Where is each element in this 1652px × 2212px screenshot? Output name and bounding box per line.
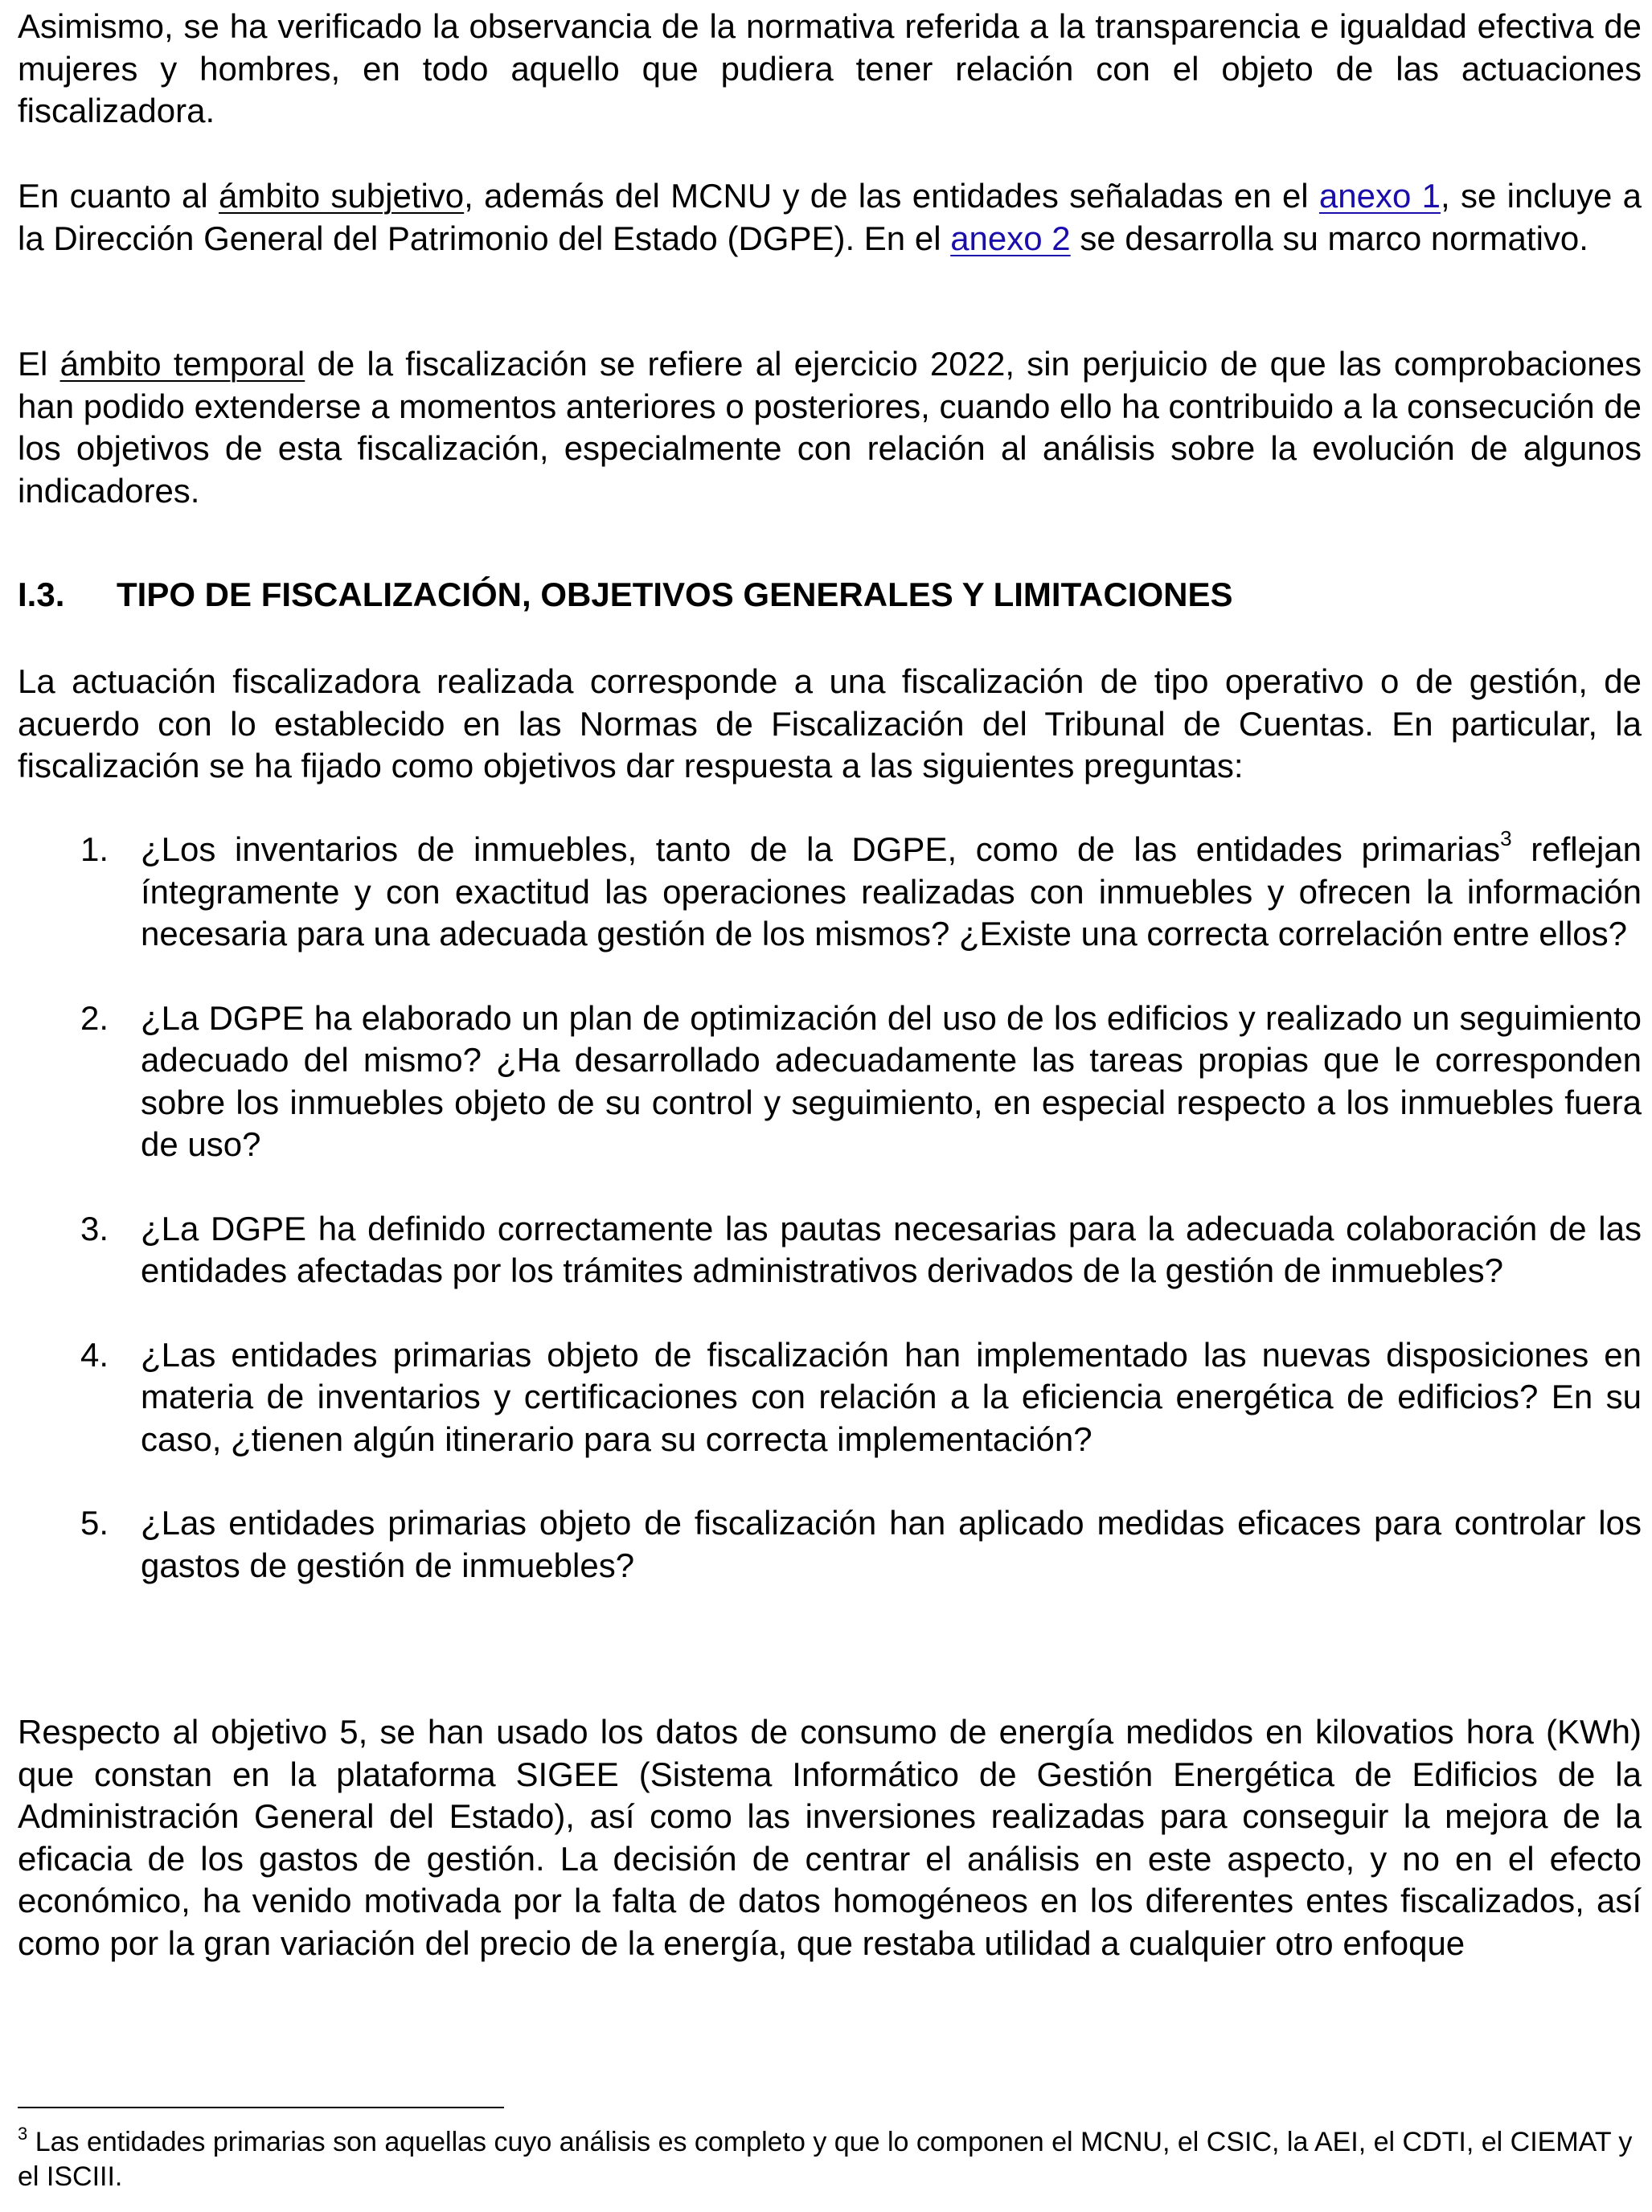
paragraph-subjective-scope [18,175,1642,260]
paragraph-audit-type: La actuación fiscalizadora realizada corresponde a una fiscalización de tipo operativo o de gestión, de acuerdo con lo establecido en las Normas de Fiscalización del Tribunal de Cuentas. En particular, la fiscalización se ha fijado como objetivos dar respuesta a las siguientes preguntas: [18,662,1642,784]
section-number: I.3. [18,576,65,613]
text-segment: En cuanto al [18,177,219,215]
list-item [18,997,1642,1166]
text-segment: , además del MCNU y de las entidades señaladas en el [464,177,1319,215]
paragraph-objective-5: Respecto al objetivo 5, se han usado los datos de consumo de energía medidos en kilovatios hora (KWh) que constan en la plataforma SIGEE (Sistema Informático de Gestión Energética de Edificios de la Administración General del Estado), así como las inversiones realizadas para conseguir la mejora de la eficacia de los gastos de gestión. La decisión de centrar el análisis en este aspecto, y no en el efecto económico, ha venido motivada por la falta de datos homogéneos en los diferentes entes fiscalizados, así como por la gran variación del precio de la energía, que restaba utilidad a cualquier otro enfoque [18,1713,1642,1962]
list-item-text: ¿Las entidades primarias objeto de fiscalización han aplicado medidas eficaces para controlar los gastos de gestión de inmuebles? [141,1504,1642,1584]
objectives-list [18,826,1642,1587]
footnote-marker: 3 [18,2123,28,2144]
list-item-text: ¿La DGPE ha elaborado un plan de optimización del uso de los edificios y realizado un seguimiento adecuado del mismo? ¿Ha desarrollado adecuadamente las tareas propias que le corresponden sobre los inmuebles objeto de su control y seguimiento, en especial respecto a los inmuebles fuera de uso? [141,998,1642,1163]
underlined-term-subjective-scope: ámbito subjetivo [219,177,465,215]
section-title: TIPO DE FISCALIZACIÓN, OBJETIVOS GENERALES Y LIMITACIONES [117,576,1233,613]
annex-1-link[interactable]: anexo 1 [1318,177,1441,215]
text-segment: de la fiscalización se refiere al ejercicio 2022, sin perjuicio de que las comprobaciones han podido extenderse a momentos anteriores o posteriores, cuando ello ha contribuido a la consecución de los objetivos de esta fiscalización, especialmente con relación al análisis sobre la evolución de algunos indicadores. [18,345,1642,510]
section-heading [18,574,1642,616]
list-marker: 3. [80,1209,109,1247]
list-item [18,1334,1642,1461]
paragraph-transparency: Asimismo, se ha verificado la observancia de la normativa referida a la transparencia e igualdad efectiva de mujeres y hombres, en todo aquello que pudiera tener relación con el objeto de las actuaciones fiscalizadora. [18,7,1642,129]
footnote-separator [18,2107,504,2108]
list-marker: 4. [80,1335,109,1374]
list-item-text: ¿Las entidades primarias objeto de fiscalización han implementado las nuevas disposiciones en materia de inventarios y certificaciones con relación a la eficiencia energética de edificios? En su caso, ¿tienen algún itinerario para su correcta implementación? [141,1335,1642,1458]
list-marker: 2. [80,998,109,1037]
list-item [18,1208,1642,1292]
paragraph-temporal-scope [18,343,1642,512]
footnote-text: Las entidades primarias son aquellas cuyo análisis es completo y que lo componen el MCNU, el CSIC, la AEI, el CDTI, el CIEMAT y el ISCIII. [18,2127,1633,2192]
list-item-text: ¿Los inventarios de inmuebles, tanto de la DGPE, como de las entidades primarias [141,830,1501,868]
list-item [18,1502,1642,1587]
list-item [18,826,1642,956]
list-item-text: reflejan íntegramente y con exactitud las operaciones realizadas con inmuebles y ofrecen la información necesaria para una adecuada gestión de los mismos? ¿Existe una correcta correlación entre ellos? [141,830,1642,952]
underlined-term-temporal-scope: ámbito temporal [59,345,305,383]
text-segment: , se incluye a la Dirección General del Patrimonio del Estado (DGPE). En el [18,177,1642,257]
list-marker: 1. [80,830,109,868]
annex-2-link[interactable]: anexo 2 [950,219,1071,257]
list-item-text: ¿La DGPE ha definido correctamente las pautas necesarias para la adecuada colaboración de las entidades afectadas por los trámites administrativos derivados de la gestión de inmuebles? [141,1209,1642,1289]
footnote-reference[interactable]: 3 [1500,826,1512,850]
text-segment: se desarrolla su marco normativo. [1070,219,1588,257]
list-marker: 5. [80,1504,109,1542]
text-segment: El [18,345,60,383]
footnote [18,2125,1634,2194]
